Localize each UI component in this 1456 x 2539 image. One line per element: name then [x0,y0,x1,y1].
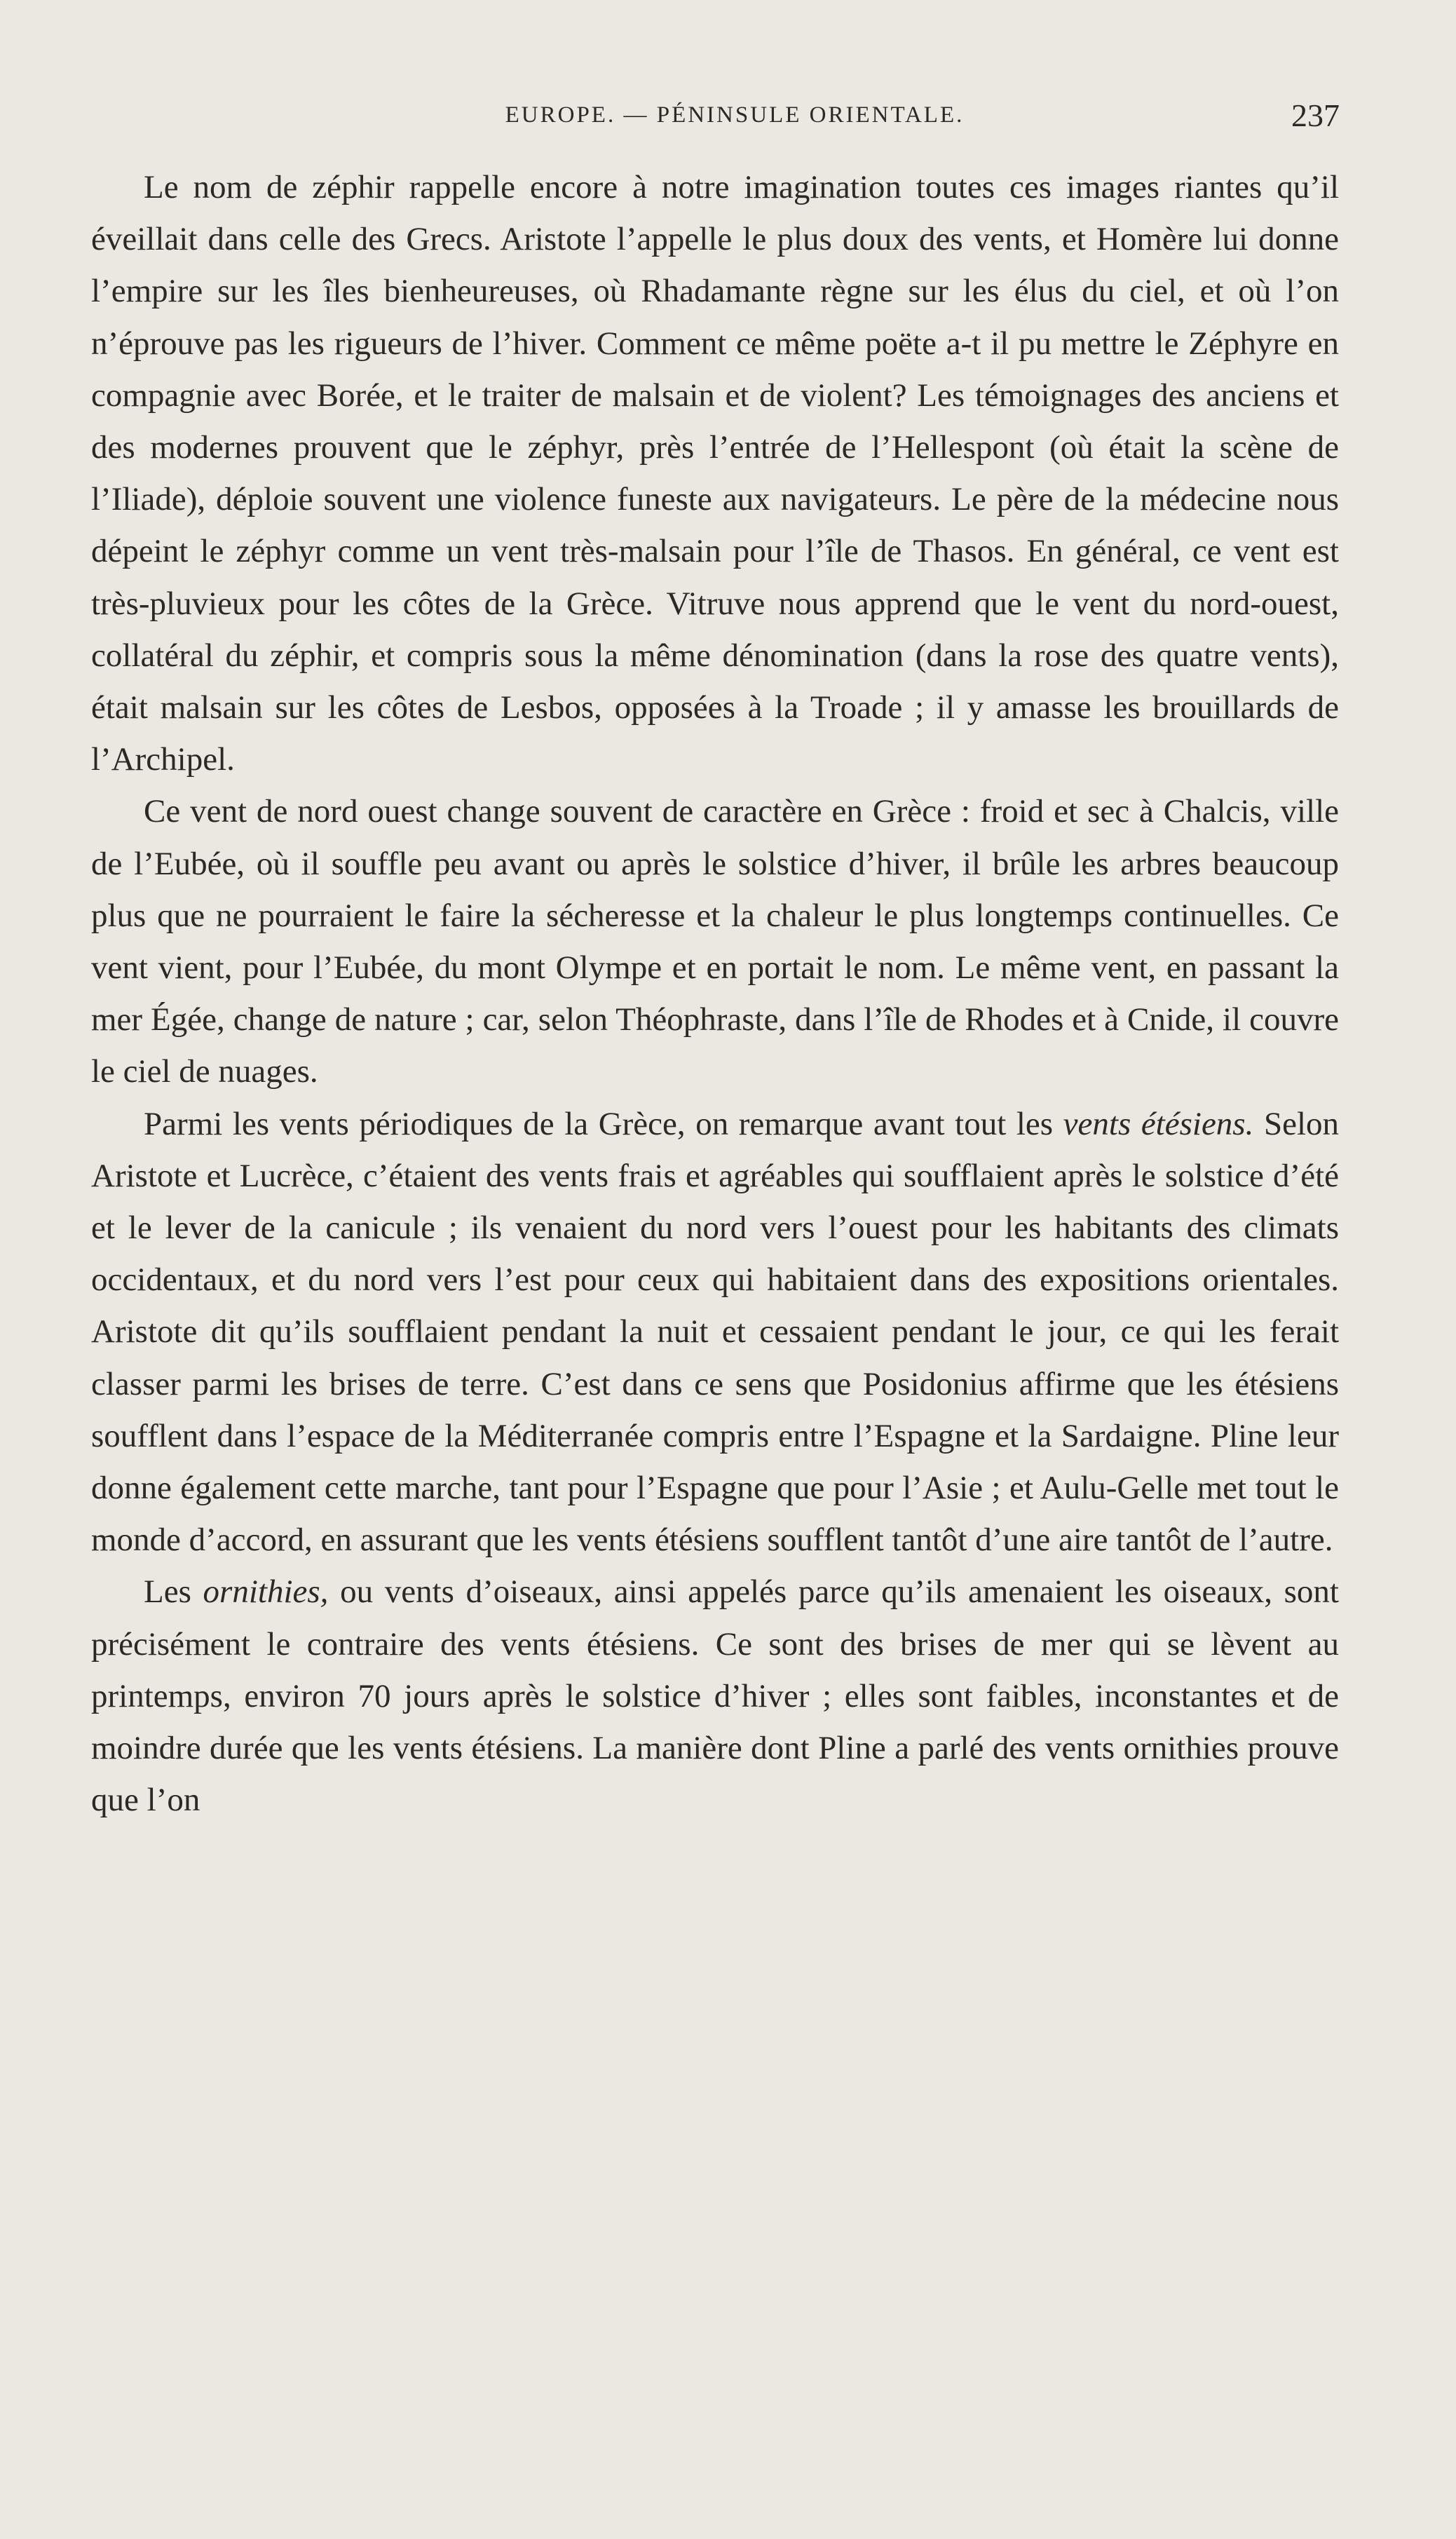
term-ornithies: ornithies, [203,1573,329,1611]
paragraph-ornithies-text-start: Les [144,1573,203,1611]
paragraph-ornithies-text-end: ou vents d’oiseaux, ainsi appelés parce qu’ils amenaient les oiseaux, sont précisément le contraire des vents étésiens. Ce sont des brises de mer qui se lèvent au printemps, environ 70 jours après le solstice d’hiver ; elles sont faibles, inconstantes et de moindre durée que les vents étésiens. La manière dont Pline a parlé des vents ornithies prouve que l’on [91,1573,1339,1819]
paragraph-etesian-winds [91,1098,1339,1566]
paragraph-ornithies [91,1566,1339,1826]
page-number: 237 [1291,97,1340,133]
paragraph-zephyr: Le nom de zéphir rappelle encore à notre imagination toutes ces images riantes qu’il éveillait dans celle des Grecs. Aristote l’appelle le plus doux des vents, et Homère lui donne l’empire sur les îles bienheureuses, où Rhadamante règne sur les élus du ciel, et où l’on n’éprouve pas les rigueurs de l’hiver. Comment ce même poëte a-t il pu mettre le Zéphyre en compagnie avec Borée, et le traiter de malsain et de violent? Les témoignages des anciens et des modernes prouvent que le zéphyr, près l’entrée de l’Hellespont (où était la scène de l’Iliade), déploie souvent une violence funeste aux navigateurs. Le père de la médecine nous dépeint le zéphyr comme un vent très-malsain pour l’île de Thasos. En général, ce vent est très-pluvieux pour les côtes de la Grèce. Vitruve nous apprend que le vent du nord-ouest, collatéral du zéphir, et compris sous la même dénomination (dans la rose des quatre vents), était malsain sur les côtes de Lesbos, opposées à la Troade ; il y amasse les brouillards de l’Archipel. [91,169,1339,778]
paragraph-northwest-wind: Ce vent de nord ouest change souvent de caractère en Grèce : froid et sec à Chalcis, ville de l’Eubée, où il souffle peu avant ou après le solstice d’hiver, il brûle les arbres beaucoup plus que ne pourraient le faire la sécheresse et la chaleur le plus longtemps continuelles. Ce vent vient, pour l’Eubée, du mont Olympe et en portait le nom. Le même vent, en passant la mer Égée, change de nature ; car, selon Théophraste, dans l’île de Rhodes et à Cnide, il couvre le ciel de nuages. [91,793,1339,1090]
paragraph-etesian-text-end: Selon Aristote et Lucrèce, c’étaient des vents frais et agréables qui soufflaient après le solstice d’été et le lever de la canicule ; ils venaient du nord vers l’ouest pour les habitants des climats occidentaux, et du nord vers l’est pour ceux qui habitaient dans des expositions orientales. Aristote dit qu’ils soufflaient pendant la nuit et cessaient pendant le jour, ce qui les ferait classer parmi les brises de terre. C’est dans ce sens que Posidonius affirme que les étésiens soufflent dans l’espace de la Méditerranée compris entre l’Espagne et la Sardaigne. Pline leur donne également cette marche, tant pour l’Espagne que pour l’Asie ; et Aulu-Gelle met tout le monde d’accord, en assurant que les vents étésiens soufflent tantôt d’une aire tantôt de l’autre. [91,1105,1339,1559]
body-text [91,161,1339,1827]
running-title: EUROPE. — PÉNINSULE ORIENTALE. [505,102,965,128]
term-vents-etesiens: vents étésiens. [1063,1105,1254,1142]
page-header [130,97,1340,136]
paragraph-etesian-text-start: Parmi les vents périodiques de la Grèce, on remarque avant tout les [144,1105,1063,1142]
